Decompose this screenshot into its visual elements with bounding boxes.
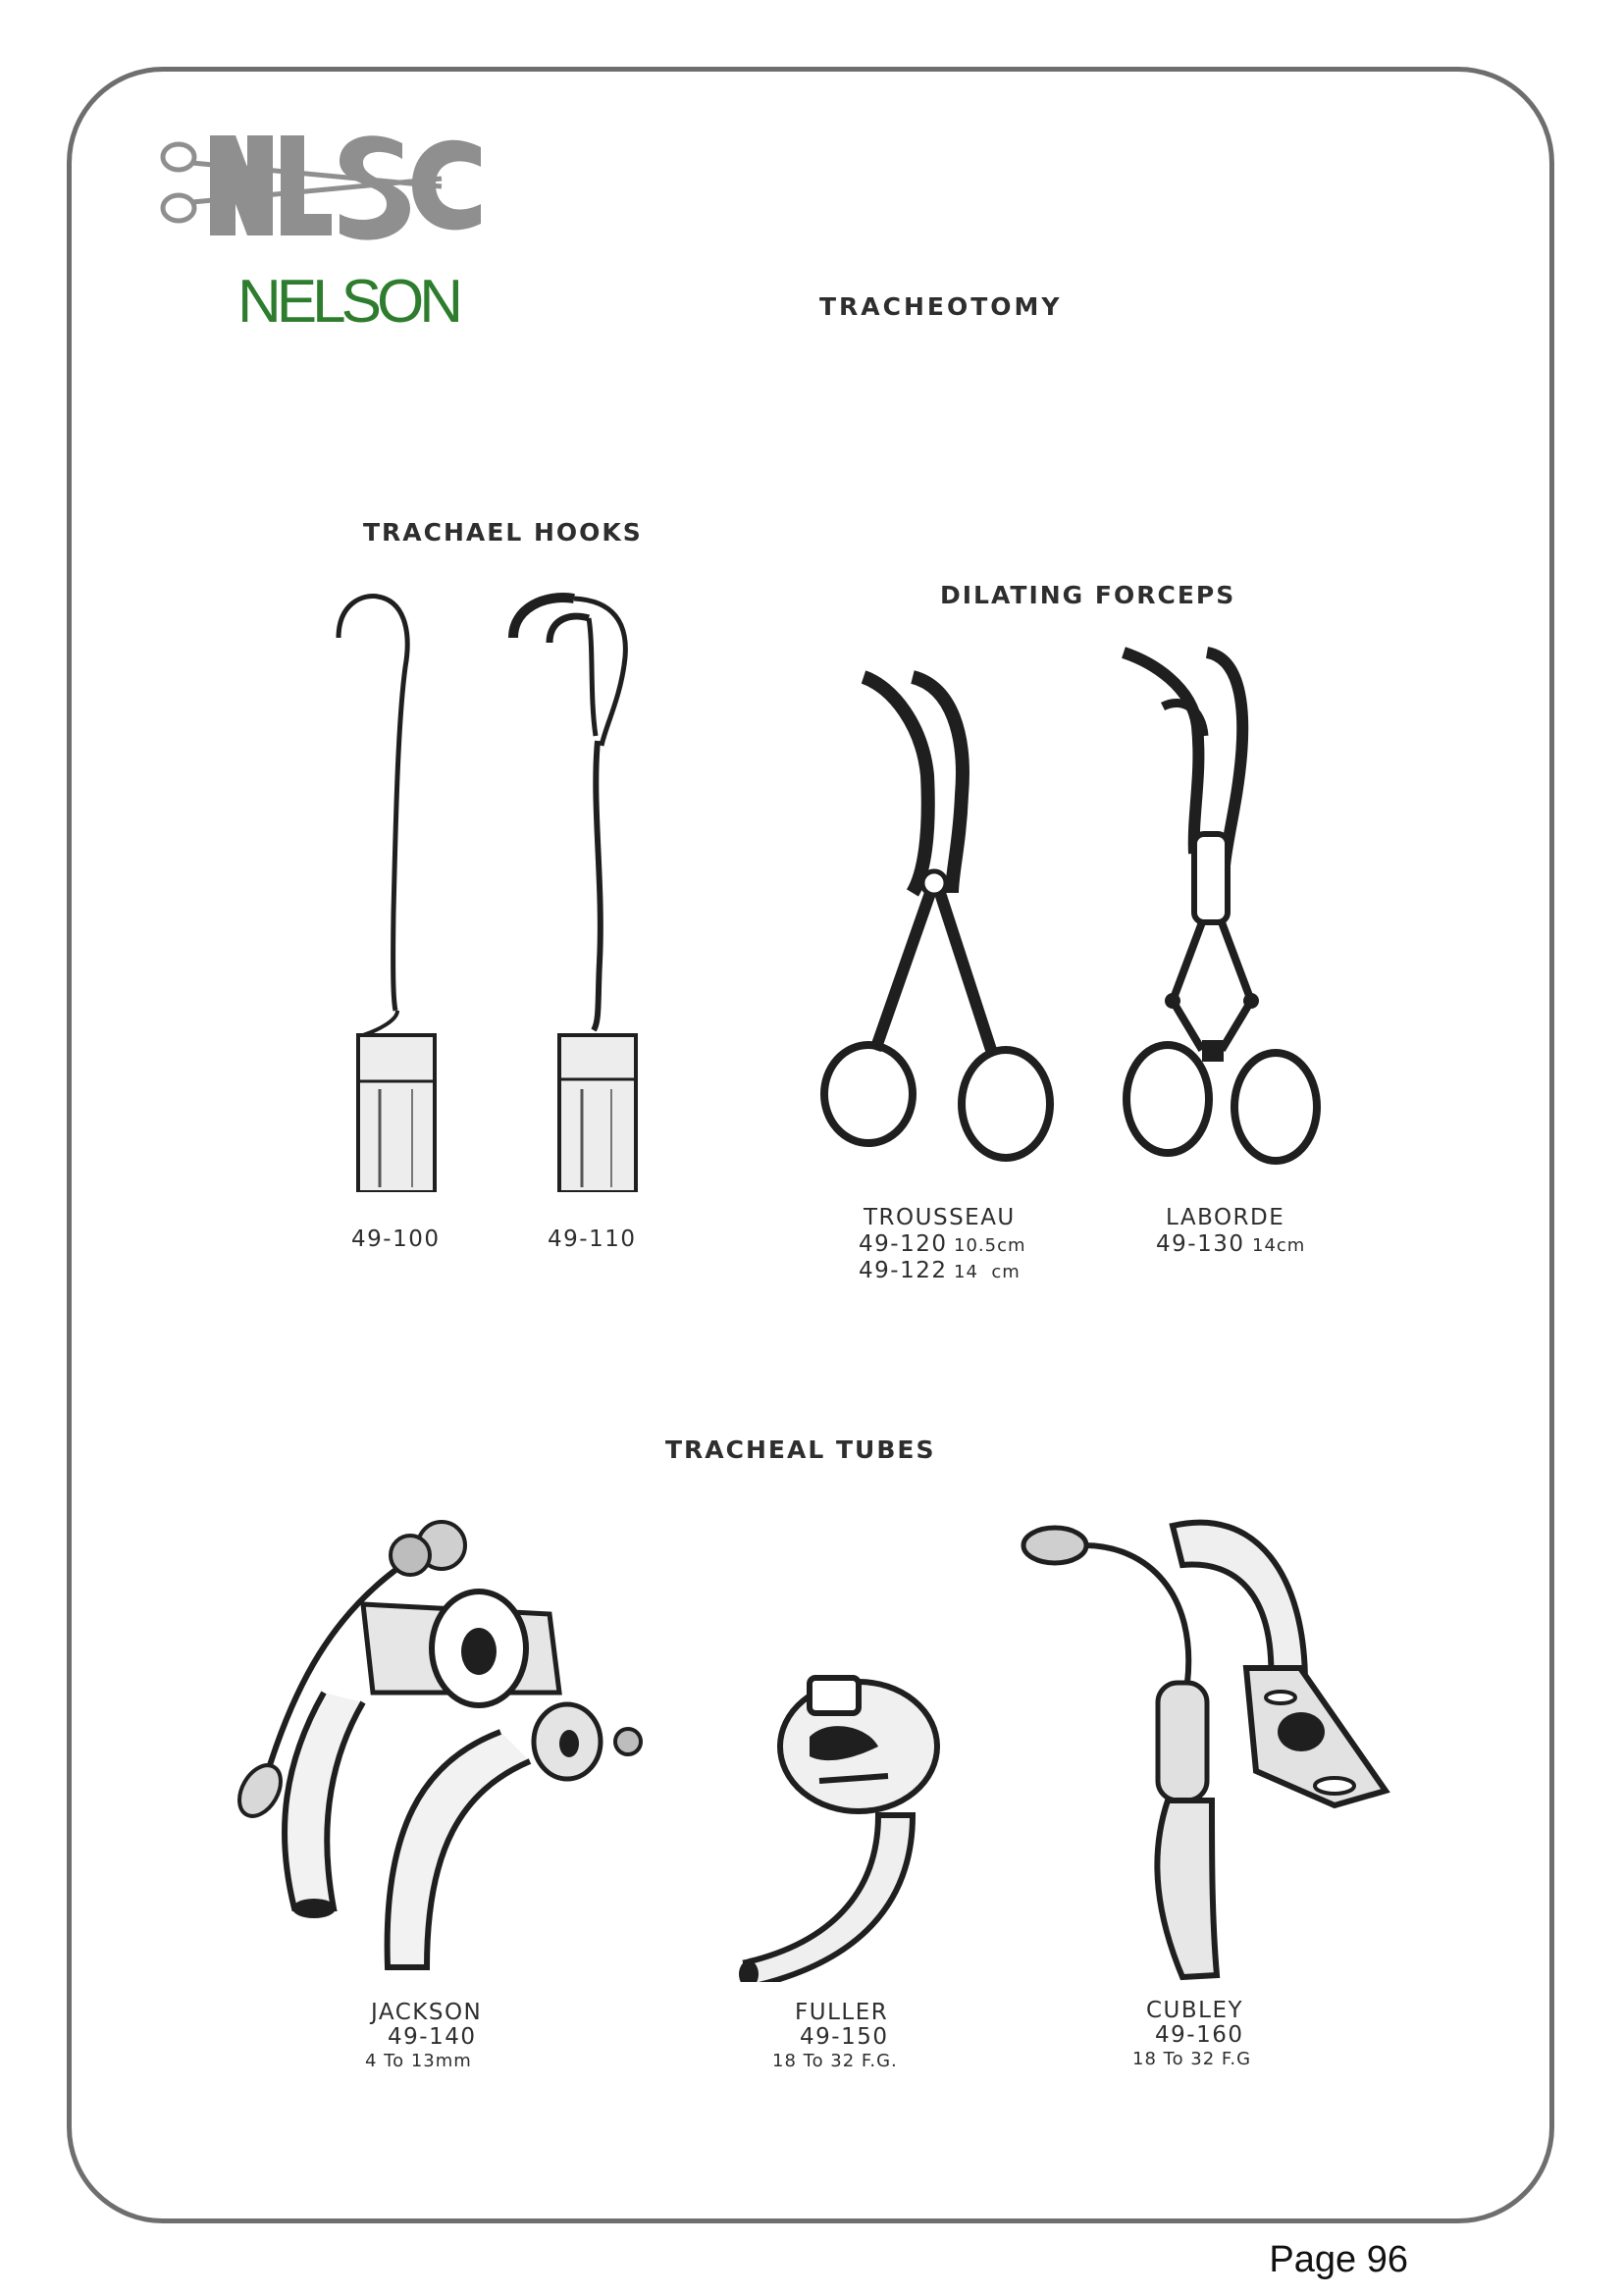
jackson-name: JACKSON — [371, 2000, 483, 2025]
trousseau-name: TROUSSEAU — [864, 1205, 1016, 1230]
jackson-tube-illustration — [226, 1506, 697, 1977]
fuller-name: FULLER — [795, 2000, 889, 2025]
jackson-code: 49-140 — [388, 2024, 477, 2050]
trousseau-size-1: 10.5cm — [954, 1235, 1026, 1256]
trousseau-code-2: 49-122 — [859, 1258, 948, 1283]
laborde-code: 49-130 — [1156, 1231, 1245, 1257]
hook-49-100-code: 49-100 — [351, 1226, 441, 1252]
hooks-section-title: TRACHAEL HOOKS — [363, 518, 643, 547]
cubley-code: 49-160 — [1155, 2022, 1244, 2048]
hook-49-110-code: 49-110 — [548, 1226, 637, 1252]
laborde-size: 14cm — [1252, 1235, 1306, 1256]
trousseau-size-2: 14 cm — [954, 1262, 1021, 1282]
page-title: TRACHEOTOMY — [819, 292, 1063, 321]
hook-49-100-illustration — [319, 589, 446, 1192]
nelson-logo — [147, 118, 481, 334]
hook-49-110-illustration — [496, 589, 643, 1192]
cubley-name: CUBLEY — [1146, 1998, 1244, 2023]
nelson-wordmark: NELSON — [237, 268, 458, 334]
fuller-code: 49-150 — [800, 2024, 889, 2050]
trousseau-forceps-illustration — [814, 657, 1070, 1187]
forceps-section-title: DILATING FORCEPS — [940, 581, 1236, 609]
fuller-size: 18 To 32 F.G. — [772, 2051, 898, 2071]
jackson-size: 4 To 13mm — [365, 2051, 472, 2071]
cubley-size: 18 To 32 F.G — [1132, 2049, 1252, 2069]
cubley-tube-illustration — [1011, 1506, 1403, 1987]
fuller-tube-illustration — [731, 1668, 957, 1982]
trousseau-code-1: 49-120 — [859, 1231, 948, 1257]
laborde-name: LABORDE — [1166, 1205, 1285, 1230]
page-number: Page 96 — [1269, 2239, 1408, 2280]
tubes-section-title: TRACHEAL TUBES — [665, 1435, 936, 1464]
laborde-forceps-illustration — [1114, 638, 1330, 1187]
